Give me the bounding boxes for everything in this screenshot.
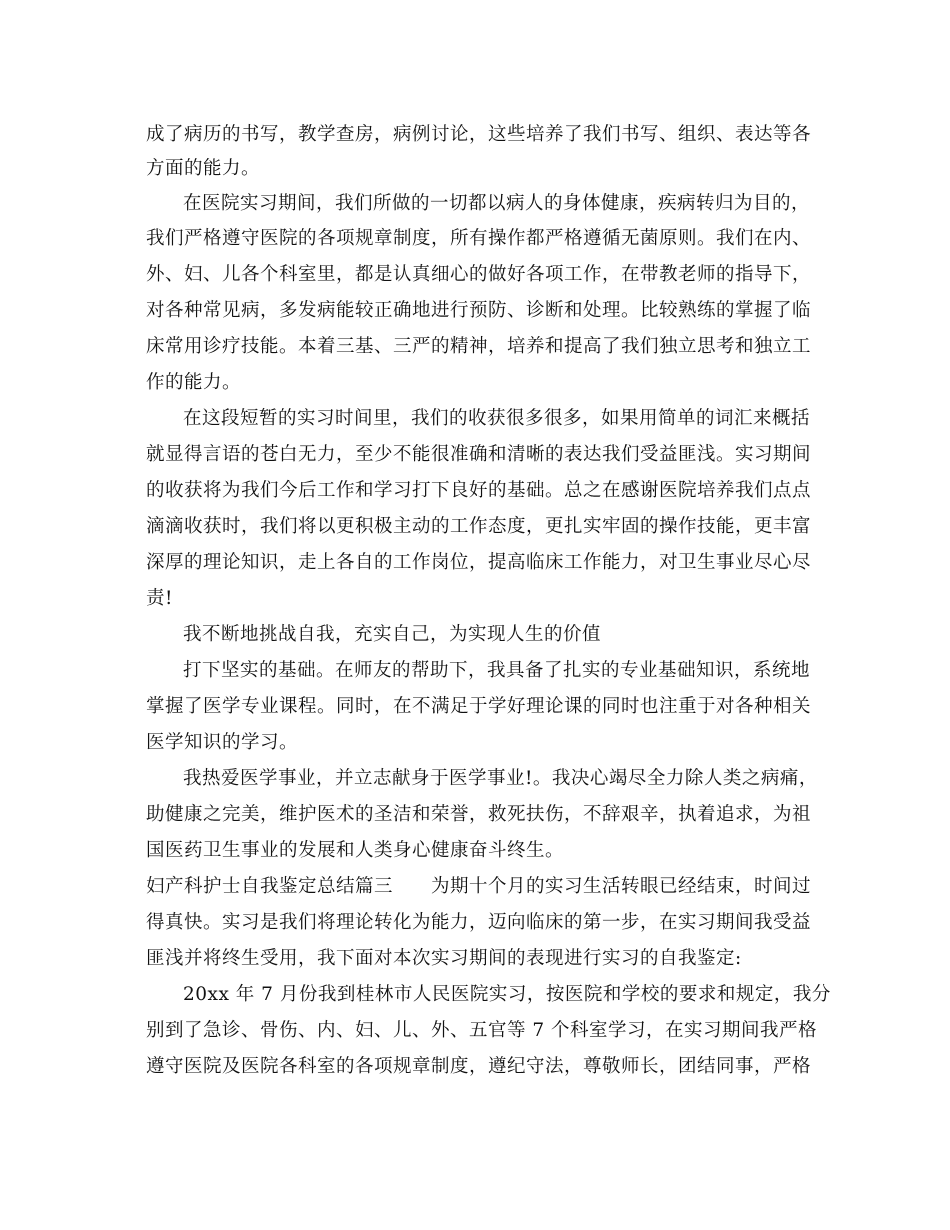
text-line: 作的能力。 <box>146 372 242 393</box>
text-line: 妇产科护士自我鉴定总结篇三 为期十个月的实习生活转眼已经结束，时间过 <box>146 876 812 897</box>
text-line: 匪浅并将终生受用，我下面对本次实习期间的表现进行实习的自我鉴定: <box>146 948 742 969</box>
text-line: 的收获将为我们今后工作和学习打下良好的基础。总之在感谢医院培养我们点点 <box>146 480 812 501</box>
text-line: 成了病历的书写，教学查房，病例讨论，这些培养了我们书写、组织、表达等各 <box>146 124 812 145</box>
text-line: 助健康之完美，维护医术的圣洁和荣誉，救死扶伤，不辞艰辛，执着追求，为祖 <box>146 804 812 825</box>
text-line: 掌握了医学专业课程。同时，在不满足于学好理论课的同时也注重于对各种相关 <box>146 696 812 717</box>
text-line: 在医院实习期间，我们所做的一切都以病人的身体健康，疾病转归为目的， <box>183 193 811 214</box>
text-line: 遵守医院及医院各科室的各项规章制度，遵纪守法，尊敬师长，团结同事，严格 <box>146 1056 812 1077</box>
text-line: 对各种常见病，多发病能较正确地进行预防、诊断和处理。比较熟练的掌握了临 <box>146 300 812 321</box>
text-line: 就显得言语的苍白无力，至少不能很准确和清晰的表达我们受益匪浅。实习期间 <box>146 444 812 465</box>
text-line: 我不断地挑战自我，充实自己，为实现人生的价值 <box>183 624 602 645</box>
text-line: 我们严格遵守医院的各项规章制度，所有操作都严格遵循无菌原则。我们在内、 <box>146 228 812 249</box>
text-line: 外、妇、儿各个科室里，都是认真细心的做好各项工作，在带教老师的指导下， <box>146 264 812 285</box>
text-line: 深厚的理论知识，走上各自的工作岗位，提高临床工作能力，对卫生事业尽心尽 <box>146 552 812 573</box>
text-line: 我热爱医学事业，并立志献身于医学事业!。我决心竭尽全力除人类之病痛， <box>183 768 818 789</box>
text-line: 滴滴收获时，我们将以更积极主动的工作态度，更扎实牢固的操作技能，更丰富 <box>146 516 812 537</box>
text-line: 责! <box>146 588 173 609</box>
text-line: 得真快。实习是我们将理论转化为能力，迈向临床的第一步，在实习期间我受益 <box>146 912 812 933</box>
text-line: 在这段短暂的实习时间里，我们的收获很多很多，如果用简单的词汇来概括 <box>183 408 811 429</box>
text-line: 别到了急诊、骨伤、内、妇、儿、外、五官等 7 个科室学习，在实习期间我严格 <box>146 1020 818 1041</box>
text-line: 床常用诊疗技能。本着三基、三严的精神，培养和提高了我们独立思考和独立工 <box>146 336 812 357</box>
text-line: 医学知识的学习。 <box>146 732 299 753</box>
text-line: 20xx 年 7 月份我到桂林市人民医院实习，按医院和学校的要求和规定，我分 <box>183 984 831 1005</box>
text-line: 国医药卫生事业的发展和人类身心健康奋斗终生。 <box>146 840 565 861</box>
text-line: 方面的能力。 <box>146 158 261 179</box>
text-line: 打下坚实的基础。在师友的帮助下，我具备了扎实的专业基础知识，系统地 <box>183 660 811 681</box>
